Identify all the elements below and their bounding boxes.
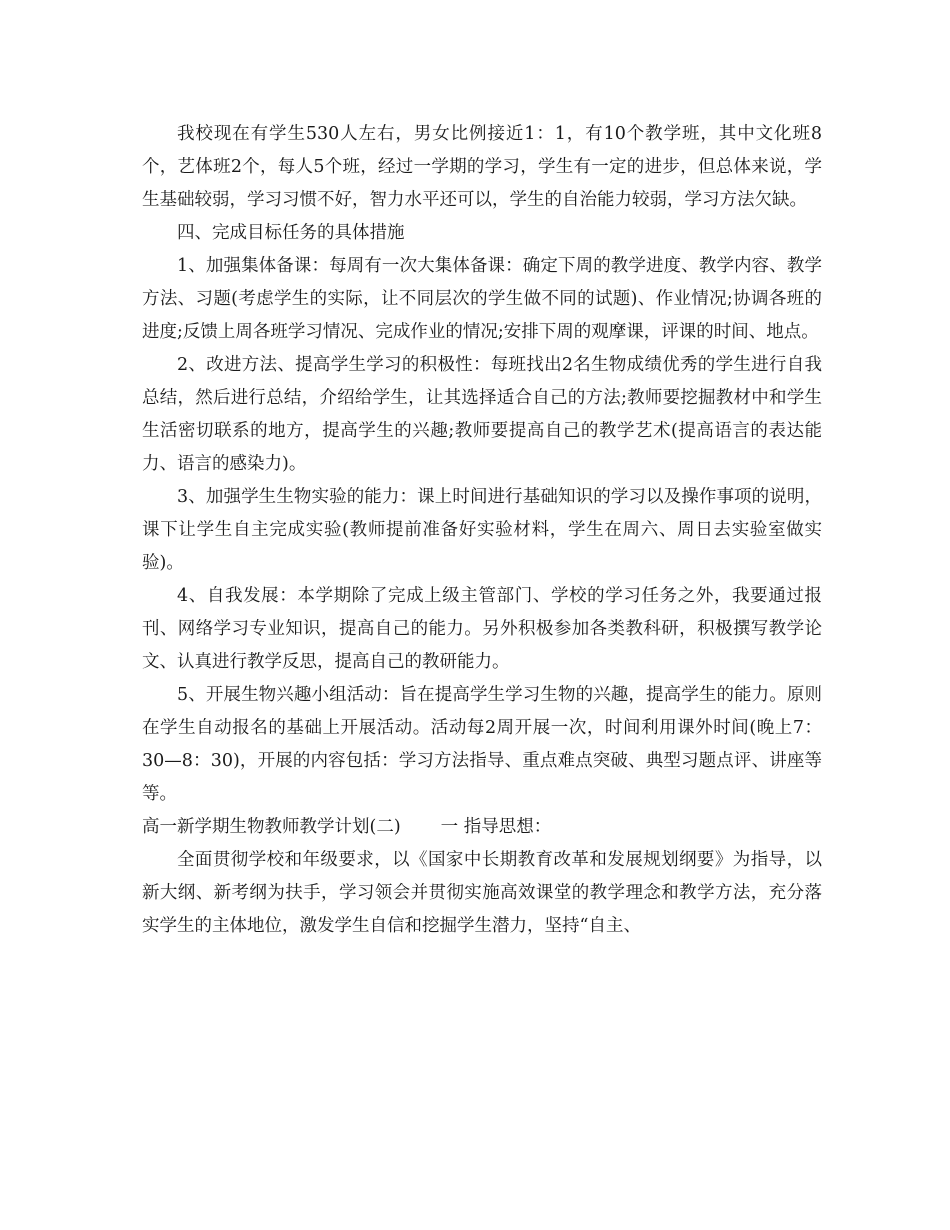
measure-item-4: 4、自我发展：本学期除了完成上级主管部门、学校的学习任务之外，我要通过报刊、网络学习专业知识，提高自己的能力。另外积极参加各类教科研，积极撰写教学论文、认真进行教学反思，提高自己的教研能力。 bbox=[142, 586, 822, 672]
measure-item-3: 3、加强学生生物实验的能力：课上时间进行基础知识的学习以及操作事项的说明，课下让学生自主完成实验(教师提前准备好实验材料，学生在周六、周日去实验室做实验)。 bbox=[142, 487, 822, 573]
subheading-guiding: 一 指导思想： bbox=[440, 817, 552, 837]
subtitle-line bbox=[142, 811, 822, 844]
paragraph-guiding: 全面贯彻学校和年级要求，以《国家中长期教育改革和发展规划纲要》为指导，以新大纲、新考纲为扶手，学习领会并贯彻实施高效课堂的教学理念和教学方法，充分落实学生的主体地位，激发学生自信和挖掘学生潜力，坚持“自主、 bbox=[142, 850, 822, 936]
measure-item-1: 1、加强集体备课：每周有一次大集体备课：确定下周的教学进度、教学内容、教学方法、习题(考虑学生的实际，让不同层次的学生做不同的试题)、作业情况;协调各班的进度;反馈上周各班学习情况、完成作业的情况;安排下周的观摩课，评课的时间、地点。 bbox=[142, 256, 822, 342]
measure-item-5: 5、开展生物兴趣小组活动：旨在提高学生学习生物的兴趣，提高学生的能力。原则在学生自动报名的基础上开展活动。活动每2周开展一次，时间利用课外时间(晚上7：30—8：30)，开展的内容包括：学习方法指导、重点难点突破、典型习题点评、讲座等等。 bbox=[142, 685, 822, 804]
document-body bbox=[142, 118, 822, 943]
section-heading-measures: 四、完成目标任务的具体措施 bbox=[177, 223, 405, 243]
measure-item-2: 2、改进方法、提高学生学习的积极性：每班找出2名生物成绩优秀的学生进行自我总结，然后进行总结，介绍给学生，让其选择适合自己的方法;教师要挖掘教材中和学生生活密切联系的地方，提高学生的兴趣;教师要提高自己的教学艺术(提高语言的表达能力、语言的感染力)。 bbox=[142, 355, 822, 474]
document-subtitle: 高一新学期生物教师教学计划(二) bbox=[142, 817, 401, 837]
paragraph-students: 我校现在有学生530人左右，男女比例接近1：1，有10个教学班，其中文化班8个，艺体班2个，每人5个班，经过一学期的学习，学生有一定的进步，但总体来说，学生基础较弱，学习习惯不好，智力水平还可以，学生的自治能力较弱，学习方法欠缺。 bbox=[142, 124, 822, 210]
